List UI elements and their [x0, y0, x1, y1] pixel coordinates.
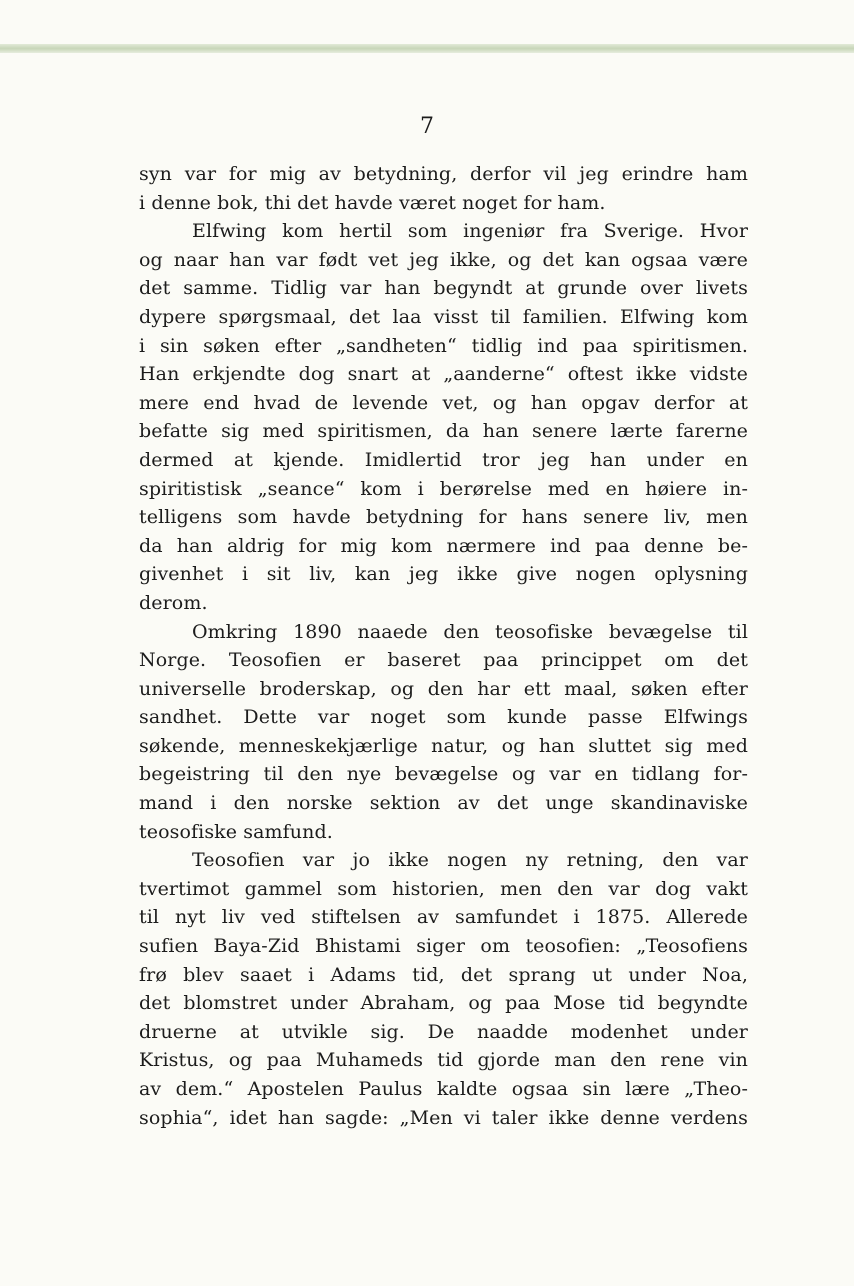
text-line: mand i den norske sektion av det unge skandinaviske — [139, 792, 748, 815]
text-line: befatte sig med spiritismen, da han senere lærte farerne — [139, 420, 748, 443]
text-line: Kristus, og paa Muhameds tid gjorde man den rene vin — [139, 1049, 748, 1072]
text-line: da han aldrig for mig kom nærmere ind paa denne be- — [139, 534, 748, 557]
text-line: Elfwing kom hertil som ingeniør fra Sverige. Hvor — [192, 220, 748, 243]
text-line: tvertimot gammel som historien, men den var dog vakt — [139, 877, 748, 900]
text-line: syn var for mig av betydning, derfor vil jeg erindre ham — [139, 163, 748, 185]
text-line: det samme. Tidlig var han begyndt at grunde over livets — [139, 277, 748, 300]
page-number: 7 — [420, 114, 434, 139]
text-line: av dem.“ Apostelen Paulus kaldte ogsaa sin lære „Theo- — [139, 1078, 748, 1100]
text-line: til nyt liv ved stiftelsen av samfundet i 1875. Allerede — [139, 906, 748, 929]
text-line: og naar han var født vet jeg ikke, og det kan ogsaa være — [139, 248, 748, 271]
text-line: Teosofien var jo ikke nogen ny retning, den var — [192, 849, 748, 872]
text-line: Norge. Teosofien er baseret paa princippet om det — [139, 649, 748, 672]
text-line: i sin søken efter „sandheten“ tidlig ind paa spiritismen. — [139, 334, 748, 357]
body-text — [139, 160, 748, 1132]
text-line: Omkring 1890 naaede den teosofiske bevægelse til — [192, 620, 748, 643]
text-line: det blomstret under Abraham, og paa Mose tid begyndte — [139, 992, 748, 1015]
text-line: telligens som havde betydning for hans senere liv, men — [139, 506, 748, 529]
text-line: druerne at utvikle sig. De naadde modenhet under — [139, 1020, 748, 1043]
text-line: sophia“, idet han sagde: „Men vi taler ikke denne verdens — [139, 1106, 748, 1129]
text-line: spiritistisk „seance“ kom i berørelse med en høiere in- — [139, 477, 748, 500]
text-line: sandhet. Dette var noget som kunde passe Elfwings — [139, 706, 748, 729]
text-line: dermed at kjende. Imidlertid tror jeg han under en — [139, 448, 748, 471]
text-line: derom. — [139, 591, 208, 614]
text-line: mere end hvad de levende vet, og han opgav derfor at — [139, 391, 748, 414]
top-rule — [0, 44, 854, 53]
text-line: frø blev saaet i Adams tid, det sprang ut under Noa, — [139, 963, 748, 986]
text-line: i denne bok, thi det havde været noget for ham. — [139, 191, 606, 214]
text-line: givenhet i sit liv, kan jeg ikke give nogen oplysning — [139, 563, 748, 586]
text-line: universelle broderskap, og den har ett maal, søken efter — [139, 677, 748, 700]
text-line: begeistring til den nye bevægelse og var en tidlang for- — [139, 763, 748, 786]
text-line: søkende, menneskekjærlige natur, og han sluttet sig med — [139, 734, 748, 757]
text-line: Han erkjendte dog snart at „aanderne“ oftest ikke vidste — [139, 363, 748, 386]
text-line: sufien Baya-Zid Bhistami siger om teosofien: „Teosofiens — [139, 935, 748, 958]
text-line: teosofiske samfund. — [139, 820, 333, 843]
text-line: dypere spørgsmaal, det laa visst til familien. Elfwing kom — [139, 305, 748, 328]
